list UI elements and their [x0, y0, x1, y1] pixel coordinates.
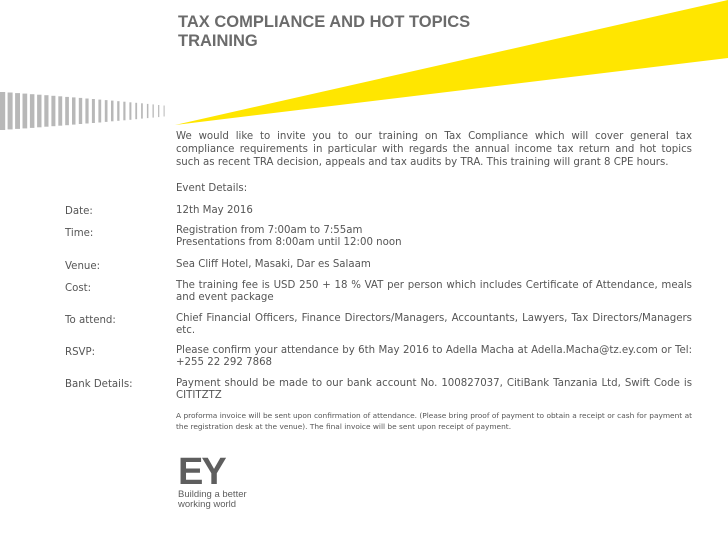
- event-details-heading: Event Details:: [176, 183, 248, 194]
- gradient-bar: [85, 99, 88, 124]
- gradient-bar: [30, 94, 35, 128]
- ey-logo-mark: EY: [178, 451, 225, 493]
- cost-label: Cost:: [65, 283, 92, 294]
- gradient-bar: [153, 104, 154, 117]
- gradient-bar: [129, 102, 131, 120]
- gradient-bar: [147, 104, 149, 118]
- invoice-note: A proforma invoice will be sent upon confirmation of attendance. (Please bring proof of payment to obtain a receipt or cash for payment at the registration desk at the venue). The final invoice will be sent upon receipt of payment.: [176, 411, 692, 431]
- gradient-bar: [15, 93, 20, 129]
- bank-label: Bank Details:: [65, 379, 133, 390]
- gradient-bar: [23, 94, 28, 129]
- attend-value: Chief Financial Officers, Finance Directors/Managers, Accountants, Lawyers, Tax Directors/Managers etc.: [176, 313, 692, 336]
- gradient-bar: [111, 101, 114, 122]
- time-label: Time:: [65, 228, 94, 239]
- gradient-bar: [79, 98, 82, 124]
- date-value: 12th May 2016: [176, 205, 253, 216]
- gradient-bar: [0, 92, 5, 130]
- gradient-bar: [51, 96, 55, 126]
- rsvp-label: RSVP:: [65, 347, 96, 358]
- rsvp-value: Please confirm your attendance by 6th May 2016 to Adella Macha at Adella.Macha@tz.ey.com or Tel: +255 22 292 7868: [176, 345, 692, 368]
- logo-tagline: [178, 490, 278, 510]
- intro-paragraph: We would like to invite you to our training on Tax Compliance which will cover general tax compliance requirements in particular with regards the annual income tax return and hot topics such as recent TRA decision, appeals and tax audits by TRA. This training will grant 8 CPE hours.: [176, 131, 692, 168]
- gradient-bars: [0, 92, 165, 130]
- title-line-2: TRAINING: [178, 32, 258, 50]
- bank-value: Payment should be made to our bank account No. 100827037, CitiBank Tanzania Ltd, Swift Code is CITITZTZ: [176, 378, 692, 401]
- gradient-bar: [72, 97, 76, 124]
- gradient-bar: [37, 95, 41, 128]
- gradient-bar: [158, 105, 159, 117]
- gradient-bar: [135, 103, 137, 119]
- gradient-bar: [92, 99, 95, 123]
- gradient-bar: [8, 93, 13, 130]
- gradient-bar: [105, 100, 108, 122]
- gradient-bar: [117, 101, 119, 121]
- date-label: Date:: [65, 206, 93, 217]
- attend-label: To attend:: [65, 315, 116, 326]
- gradient-bar: [164, 106, 165, 117]
- time-registration: Registration from 7:00am to 7:55am: [176, 225, 363, 236]
- gradient-bar: [141, 103, 143, 118]
- gradient-bar: [58, 96, 62, 125]
- gradient-bar: [44, 95, 48, 127]
- gradient-bar: [65, 97, 69, 125]
- page-title: [178, 13, 518, 51]
- tagline-line-1: Building a better: [178, 489, 247, 500]
- gradient-bar: [98, 100, 101, 123]
- time-presentations: Presentations from 8:00am until 12:00 noon: [176, 237, 402, 248]
- time-value: [176, 225, 692, 249]
- tagline-line-2: working world: [178, 499, 237, 510]
- venue-label: Venue:: [65, 261, 101, 272]
- gradient-bar: [123, 102, 125, 121]
- ey-logo: [178, 451, 278, 515]
- title-line-1: TAX COMPLIANCE AND HOT TOPICS: [178, 13, 471, 31]
- cost-value: The training fee is USD 250 + 18 % VAT per person which includes Certificate of Attendance, meals and event package: [176, 280, 692, 303]
- venue-value: Sea Cliff Hotel, Masaki, Dar es Salaam: [176, 259, 371, 270]
